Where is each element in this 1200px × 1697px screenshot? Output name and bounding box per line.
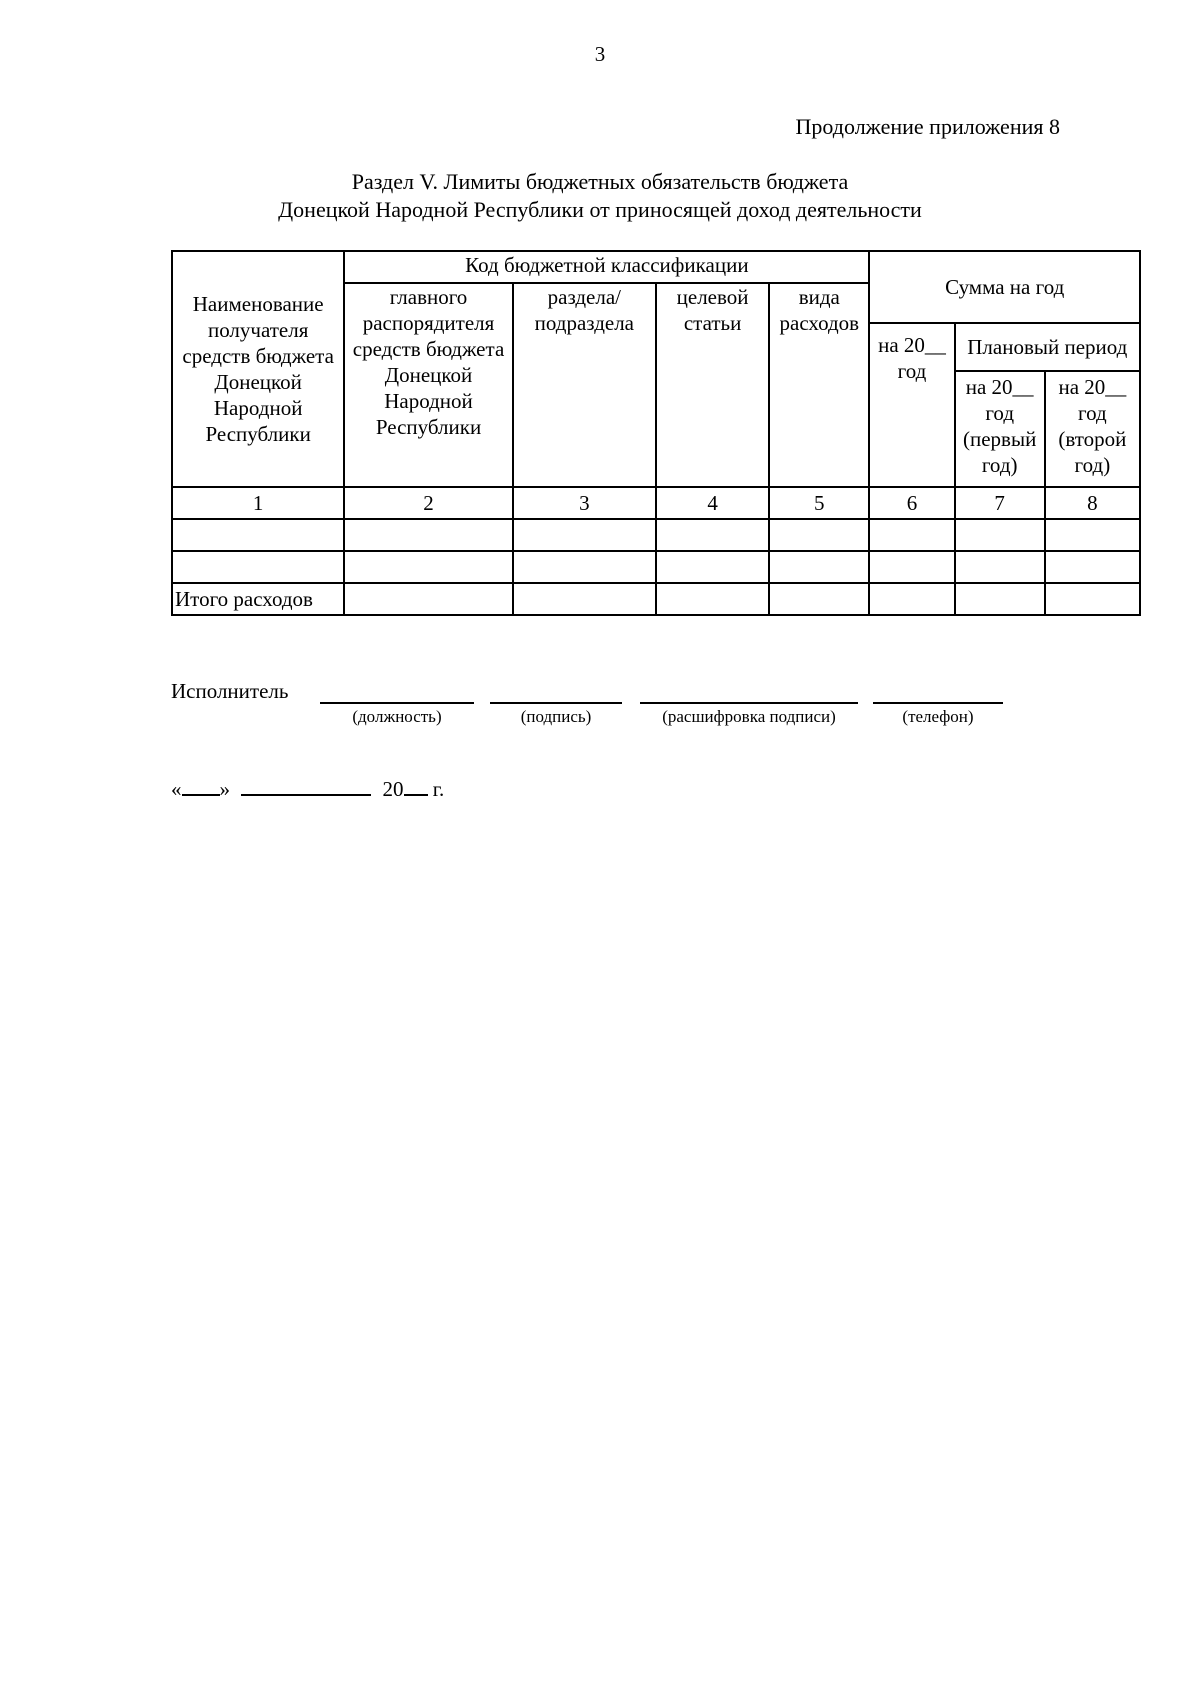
month-blank[interactable]	[241, 793, 371, 796]
table-cell[interactable]	[769, 519, 869, 551]
table-row	[172, 519, 1140, 551]
table-cell[interactable]	[955, 519, 1045, 551]
table-cell[interactable]	[172, 551, 344, 583]
header-section: раздела/ подраздела	[513, 283, 656, 487]
total-row	[172, 583, 1140, 615]
table-row	[172, 551, 1140, 583]
header-second-year: на 20__ год (второй год)	[1045, 371, 1140, 487]
year-prefix: 20	[382, 777, 404, 801]
close-quote: »	[219, 777, 230, 801]
executor-label: Исполнитель	[171, 679, 289, 703]
table-cell[interactable]	[172, 519, 344, 551]
signature-line[interactable]	[490, 702, 622, 704]
day-blank[interactable]	[182, 793, 220, 796]
header-chief-manager: главного распорядителя средств бюджета Донецкой Народной Республики	[344, 283, 512, 487]
table-cell[interactable]	[869, 519, 954, 551]
section-title-line1: Раздел V. Лимиты бюджетных обязательств бюджета	[351, 169, 849, 194]
decoding-caption: (расшифровка подписи)	[662, 707, 836, 726]
table-cell[interactable]	[869, 583, 954, 615]
signature-caption: (подпись)	[520, 707, 592, 726]
total-label: Итого расходов	[172, 583, 344, 615]
table-cell[interactable]	[769, 583, 869, 615]
table-cell[interactable]	[869, 551, 954, 583]
table-cell[interactable]	[1045, 519, 1140, 551]
decoding-line[interactable]	[640, 702, 858, 704]
phone-caption: (телефон)	[902, 707, 974, 726]
table-cell[interactable]	[955, 583, 1045, 615]
header-sum-group: Сумма на год	[869, 251, 1140, 323]
limits-table	[171, 250, 1141, 616]
column-number: 6	[869, 487, 954, 519]
table-cell[interactable]	[513, 519, 656, 551]
header-target-item: целевой статьи	[656, 283, 769, 487]
column-number: 1	[172, 487, 344, 519]
header-expense-type: вида расходов	[769, 283, 869, 487]
date-line	[171, 777, 444, 802]
column-number: 4	[656, 487, 769, 519]
phone-line[interactable]	[873, 702, 1003, 704]
column-number: 2	[344, 487, 512, 519]
year-suffix: г.	[432, 777, 445, 801]
table-cell[interactable]	[1045, 551, 1140, 583]
open-quote: «	[171, 777, 182, 801]
header-recipient: Наименование получателя средств бюджета Донецкой Народной Республики	[172, 251, 344, 487]
table-cell[interactable]	[344, 551, 512, 583]
table-cell[interactable]	[656, 583, 769, 615]
column-number: 7	[955, 487, 1045, 519]
column-number-row	[172, 487, 1140, 519]
column-number: 5	[769, 487, 869, 519]
position-caption: (должность)	[352, 707, 442, 726]
header-classification-group: Код бюджетной классификации	[344, 251, 869, 283]
table-cell[interactable]	[955, 551, 1045, 583]
header-planning-period: Плановый период	[955, 323, 1140, 371]
table-cell[interactable]	[344, 519, 512, 551]
section-title-line2: Донецкой Народной Республики от приносящей доход деятельности	[278, 197, 922, 222]
table-cell[interactable]	[1045, 583, 1140, 615]
appendix-note: Продолжение приложения 8	[795, 114, 1060, 139]
table-cell[interactable]	[656, 519, 769, 551]
table-cell[interactable]	[513, 583, 656, 615]
table-cell[interactable]	[769, 551, 869, 583]
table-cell[interactable]	[513, 551, 656, 583]
column-number: 8	[1045, 487, 1140, 519]
table-cell[interactable]	[656, 551, 769, 583]
table-cell[interactable]	[344, 583, 512, 615]
page-number: 3	[594, 42, 606, 66]
column-number: 3	[513, 487, 656, 519]
header-first-year: на 20__ год (первый год)	[955, 371, 1045, 487]
position-line[interactable]	[320, 702, 474, 704]
header-current-year: на 20__ год	[869, 323, 954, 487]
section-title	[0, 168, 1200, 224]
year-blank[interactable]	[404, 793, 428, 796]
